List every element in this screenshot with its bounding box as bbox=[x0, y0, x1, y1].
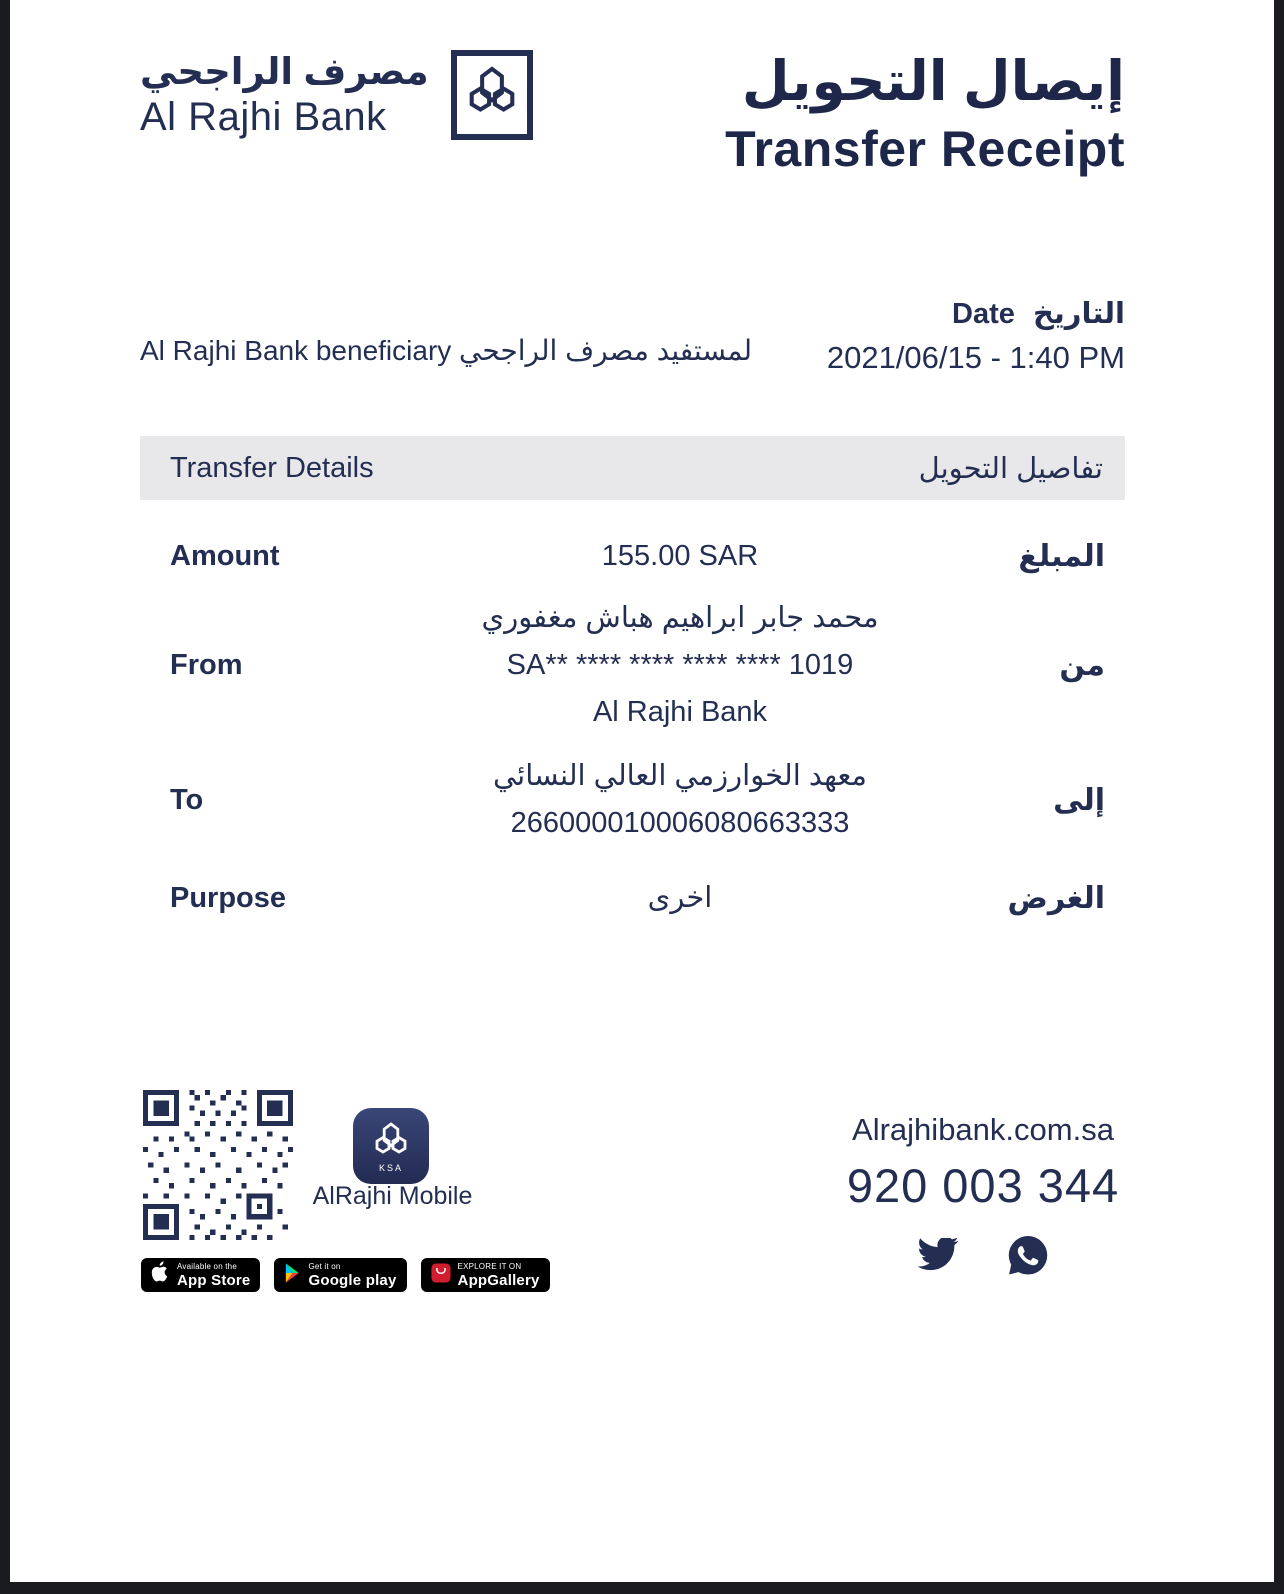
purpose-label-ar: الغرض bbox=[1007, 881, 1105, 915]
to-label-en: To bbox=[170, 783, 204, 816]
to-recipient-name: معهد الخوارزمي العالي النسائي bbox=[493, 760, 867, 792]
receipt-page bbox=[10, 0, 1274, 1582]
bank-logo bbox=[140, 50, 533, 140]
apple-icon bbox=[151, 1261, 170, 1289]
app-store-badge-bottom: App Store bbox=[177, 1271, 251, 1289]
transfer-details-header bbox=[140, 436, 1125, 500]
table-row-amount bbox=[140, 524, 1125, 588]
table-row-purpose bbox=[140, 866, 1125, 930]
from-label-ar: من bbox=[1059, 648, 1105, 682]
date-label-english: Date bbox=[952, 298, 1015, 330]
contact-block bbox=[828, 1112, 1138, 1277]
phone-number: 920 003 344 bbox=[846, 1159, 1120, 1212]
table-row-from bbox=[140, 594, 1125, 736]
beneficiary-note: Al Rajhi Bank beneficiary لمستفيد مصرف الراجحي bbox=[140, 335, 753, 366]
from-masked-iban: SA** **** **** **** **** 1019 bbox=[506, 648, 854, 681]
date-label bbox=[827, 296, 1125, 331]
appgallery-badge-top: EXPLORE IT ON bbox=[457, 1261, 522, 1271]
qr-code bbox=[143, 1090, 293, 1240]
app-store-badge-top: Available on the bbox=[177, 1261, 237, 1271]
app-icon-ksa-text: KSA bbox=[378, 1162, 403, 1173]
from-sender-name: محمد جابر ابراهيم هباش مغفوري bbox=[481, 601, 879, 634]
app-store-badge[interactable] bbox=[141, 1258, 260, 1292]
amount-value: 155.00 SAR bbox=[601, 539, 759, 572]
google-play-badge[interactable] bbox=[274, 1258, 406, 1292]
google-play-badge-top: Get it on bbox=[308, 1261, 341, 1271]
appgallery-icon bbox=[431, 1263, 451, 1288]
title-arabic: إيصال التحويل bbox=[741, 50, 1125, 112]
google-play-icon bbox=[284, 1263, 301, 1288]
date-block bbox=[827, 296, 1125, 376]
date-value: 2021/06/15 - 1:40 PM bbox=[826, 340, 1125, 375]
bank-name-english: Al Rajhi Bank bbox=[140, 95, 387, 140]
appgallery-badge[interactable] bbox=[421, 1258, 550, 1292]
date-label-arabic: التاريخ bbox=[1032, 298, 1125, 330]
bank-name-arabic: مصرف الراجحي bbox=[140, 51, 429, 92]
to-account-number: 266000010006080663333 bbox=[510, 807, 850, 839]
purpose-label-en: Purpose bbox=[170, 881, 287, 914]
transfer-details-label-en: Transfer Details bbox=[170, 451, 374, 484]
twitter-icon[interactable] bbox=[917, 1238, 959, 1274]
title-english: Transfer Receipt bbox=[725, 120, 1125, 177]
page-title bbox=[725, 42, 1125, 177]
whatsapp-icon[interactable] bbox=[1007, 1235, 1049, 1277]
google-play-badge-bottom: Google play bbox=[308, 1271, 397, 1289]
table-row-to bbox=[140, 752, 1125, 848]
alrajhi-palm-icon bbox=[451, 50, 533, 140]
to-value bbox=[470, 753, 890, 847]
store-badges bbox=[141, 1258, 550, 1292]
app-label: AlRajhi Mobile bbox=[312, 1182, 473, 1210]
from-value bbox=[470, 595, 890, 736]
from-label-en: From bbox=[170, 648, 243, 681]
appgallery-badge-bottom: AppGallery bbox=[457, 1271, 540, 1289]
from-bank-name: Al Rajhi Bank bbox=[592, 695, 768, 728]
amount-label-ar: المبلغ bbox=[1018, 539, 1105, 573]
purpose-value: اخرى bbox=[647, 881, 713, 914]
amount-label-en: Amount bbox=[170, 539, 280, 572]
website-link[interactable]: Alrajhibank.com.sa bbox=[852, 1112, 1114, 1147]
transfer-details-label-ar: تفاصيل التحويل bbox=[918, 452, 1103, 485]
alrajhi-mobile-app-icon bbox=[353, 1108, 429, 1184]
to-label-ar: إلى bbox=[1053, 783, 1105, 817]
